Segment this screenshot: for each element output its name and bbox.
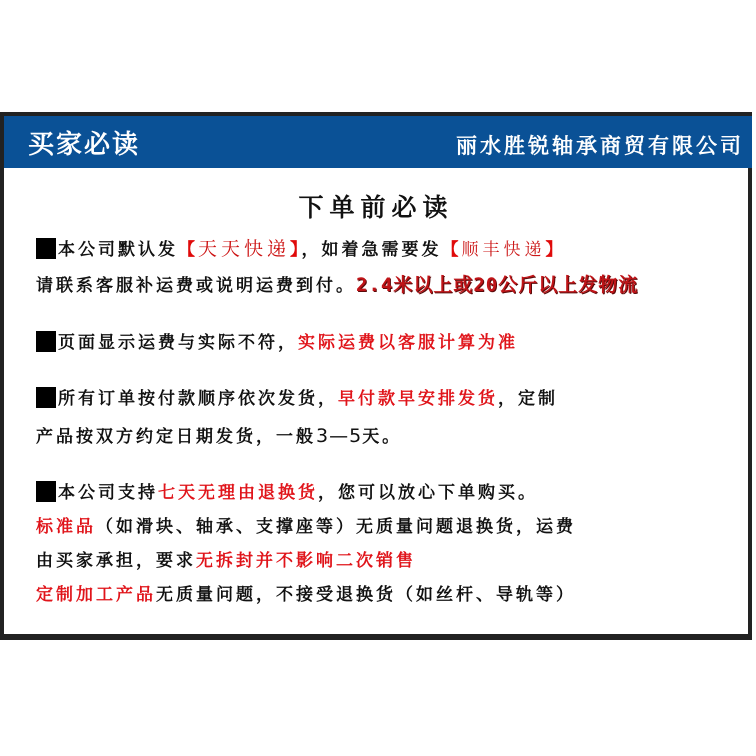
custom-product-highlight: 定制加工产品	[36, 585, 156, 605]
buyer-must-read-title: 买家必读	[28, 130, 141, 160]
buyer-pays-text: 由买家承担，要求	[36, 551, 196, 571]
seven-day-return-highlight: 七天无理由退换货	[158, 483, 318, 503]
bracket-open: 【	[441, 240, 462, 260]
pay-early-highlight: 早付款早安排发货	[338, 389, 498, 409]
urgent-courier: 顺丰快递	[461, 240, 546, 260]
bracket-close: 】	[290, 240, 302, 260]
bullet-square-icon	[36, 481, 56, 502]
return-policy-prefix: 本公司支持	[58, 483, 158, 503]
order-sequence-text: 所有订单按付款顺序依次发货，	[58, 389, 338, 409]
header-bar	[4, 116, 752, 168]
logistics-threshold-note: 2.4米以上或20公斤以上发物流	[356, 274, 639, 296]
default-courier-prefix: 本公司默认发	[58, 240, 178, 260]
frame-edge	[748, 168, 752, 634]
bracket-close: 】	[545, 240, 566, 260]
custom-delivery-text: 产品按双方约定日期发货，一般	[36, 427, 316, 447]
bullet-square-icon	[36, 331, 56, 352]
section4-line1	[36, 478, 538, 503]
section4-line2	[36, 512, 576, 537]
urgent-courier-prefix: ，如着急需要发	[301, 240, 442, 260]
freight-rule-highlight: 实际运费以客服计算为准	[298, 333, 518, 353]
company-name: 丽水胜锐轴承商贸有限公司	[456, 133, 744, 158]
default-courier: 天天快递	[198, 238, 291, 260]
section2-line	[36, 328, 518, 353]
notice-frame	[0, 112, 752, 640]
bullet-square-icon	[36, 387, 56, 408]
section4-line3	[36, 546, 416, 571]
standard-product-highlight: 标准品	[36, 517, 96, 537]
freight-mismatch-text: 页面显示运费与实际不符，	[58, 333, 298, 353]
custom-product-text: 无质量问题，不接受退换货（如丝杆、导轨等）	[156, 585, 576, 605]
section3-line2	[36, 422, 402, 447]
delivery-days-suffix: 天。	[362, 427, 403, 447]
shipping-fee-note: 请联系客服补运费或说明运费到付。	[36, 276, 356, 296]
section1-line2	[36, 270, 638, 297]
notice-title: 下单前必读	[298, 193, 454, 222]
notice-panel	[4, 116, 752, 634]
bullet-square-icon	[36, 238, 56, 259]
section4-line4	[36, 580, 576, 605]
unopened-condition-highlight: 无拆封并不影响二次销售	[196, 551, 416, 571]
section1-line1	[36, 234, 566, 261]
notice-content	[4, 168, 748, 634]
bracket-open: 【	[178, 240, 198, 260]
return-policy-suffix: ，您可以放心下单购买。	[318, 483, 538, 503]
delivery-days: 3—5	[316, 425, 363, 447]
custom-prefix: ，定制	[498, 389, 558, 409]
section3-line1	[36, 384, 558, 409]
standard-product-text: （如滑块、轴承、支撑座等）无质量问题退换货，运费	[96, 517, 576, 537]
